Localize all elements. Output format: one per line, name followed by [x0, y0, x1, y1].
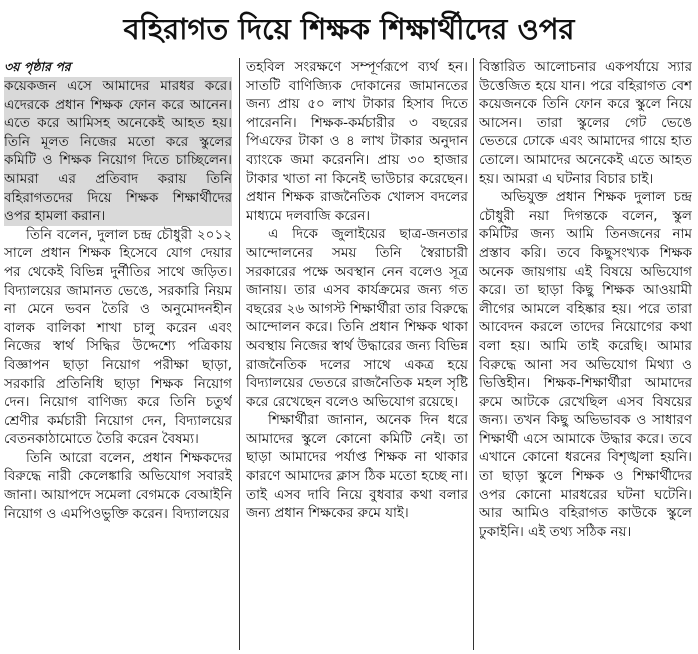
article-column-2	[246, 58, 468, 650]
paragraph: এ দিকে জুলাইয়ের ছাত্র-জনতার আন্দোলনের সময় তিনি স্বৈরাচারী সরকারের পক্ষে অবস্থান নেন বলেও সূত্র জানায়। তার এসব কার্যক্রমের জন্য গত বছরের ২৬ আগস্ট শিক্ষার্থীরা তার বিরুদ্ধে আন্দোলন করে। তিনি প্রধান শিক্ষক থাকা অবস্থায় নিজের স্বার্থ উদ্ধারের জন্য বিভিন্ন রাজনৈতিক দলের সাথে একত্র হয়ে বিদ্যালয়ের ভেতরে রাজনৈতিক মহল সৃষ্টি করে রেখেছেন বলেও অভিযোগ রয়েছে।	[246, 226, 468, 410]
article-column-3	[479, 58, 692, 650]
paragraph: বিস্তারিত আলোচনার একপর্যায়ে স্যার উত্তেজিত হয়ে যান। পরে বহিরাগত বেশ কয়েজনকে তিনি ফোন করে স্কুলে নিয়ে আসেন। তারা স্কুলের গেট ভেঙে ভেতরে ঢোকে এবং আমাদের গায়ে হাত তোলে। আমাদের অনেকেই এতে আহত হয়। আমরা এ ঘটনার বিচার চাই।	[479, 59, 692, 187]
column-divider	[239, 58, 240, 650]
paragraph: কয়েকজন এসে আমাদের মারধর করে। এদেরকে প্রধান শিক্ষক ফোন করে আনেন। এতে করে আমিসহ অনেকেই আহত হয়। তিনি মূলত নিজের মতো করে স্কুলের কমিটি ও শিক্ষক নিয়োগ দিতে চাচ্ছিলেন। আমরা এর প্রতিবাদ করায় তিনি বহিরাগতদের দিয়ে শিক্ষক শিক্ষার্থীদের ওপর হামলা করান।	[4, 78, 232, 225]
paragraph: শিক্ষার্থীরা জানান, অনেক দিন ধরে আমাদের স্কুলে কোনো কমিটি নেই। তা ছাড়া আমাদের পর্যাপ্ত শিক্ষক না থাকার কারণে আমাদের ক্লাস ঠিক মতো হচ্ছে না। তাই এসব দাবি নিয়ে বুধবার কথা বলার জন্য প্রধান শিক্ষকের রুমে যাই।	[246, 412, 468, 522]
article-column-1	[4, 58, 232, 650]
column-divider	[473, 58, 474, 650]
paragraph: তহবিল সংরক্ষণে সম্পূর্ণরূপে ব্যর্থ হন। সাতটি বাণিজ্যিক দোকানের জামানতের জন্য প্রায় ৫০ লাখ টাকার হিসাব দিতে পারেননি। শিক্ষক-কর্মচারীর ৩ বছরের পিএফের টাকা ও ৪ লাখ টাকার অনুদান ব্যাংকে জমা করেননি। প্রায় ৩০ হাজার টাকার খাতা না কিনেই ভাউচার করেছেন। প্রধান শিক্ষক রাজনৈতিক খোলস বদলের মাধ্যমে দলবাজি করেন।	[246, 59, 468, 224]
article-headline: বহিরাগত দিয়ে শিক্ষক শিক্ষার্থীদের ওপর	[123, 12, 575, 46]
continuation-kicker: ৩য় পৃষ্ঠার পর	[4, 59, 71, 74]
paragraph: অভিযুক্ত প্রধান শিক্ষক দুলাল চন্দ্র চৌধুরী নয়া দিগন্তকে বলেন, স্কুল কমিটির জন্য আমি তিনজনের নাম প্রস্তাব করি। তবে কিছুসংখ্যক শিক্ষক অনেক জায়গায় এই বিষয়ে অভিযোগ করে। তা ছাড়া কিছু শিক্ষক আওয়ামী লীগের আমলে বহিষ্কার হয়। পরে তারা আবেদন করলে তাদের নিয়োগের কথা বলা হয়। আমি তাই করেছি। আমার বিরুদ্ধে আনা সব অভিযোগ মিথ্যা ও ভিত্তিহীন। শিক্ষক-শিক্ষার্থীরা আমাদের রুমে আটকে রেখেছিল এসব বিষয়ের জন্য। তখন কিছু অভিভাবক ও সাধারণ শিক্ষার্থী এসে আমাকে উদ্ধার করে। তবে এখানে কোনো ধরনের বিশৃঙ্খলা হয়নি। তা ছাড়া স্কুলে শিক্ষক ও শিক্ষার্থীদের ওপর কোনো মারধরের ঘটনা ঘটেনি। আর আমিও বহিরাগত কাউকে স্কুলে ঢুকাইনি। এই তথ্য সঠিক নয়।	[479, 189, 692, 540]
paragraph: তিনি বলেন, দুলাল চন্দ্র চৌধুরী ২০১২ সালে প্রধান শিক্ষক হিসেবে যোগ দেয়ার পর থেকেই বিভিন্ন দুর্নীতির সাথে জড়িত। বিদ্যালয়ের জামানত ভেঙে, সরকারি নিয়ম না মেনে ভবন তৈরি ও অনুমোদনহীন বালক বালিকা শাখা চালু করেন এবং নিজের স্বার্থ সিদ্ধির উদ্দেশ্যে পত্রিকায় বিজ্ঞাপন ছাড়া নিয়োগ পরীক্ষা ছাড়া, সরকারি প্রতিনিধি ছাড়া শিক্ষক নিয়োগ দেন। নিয়োগ বাণিজ্য করে তিনি চতুর্থ শ্রেণীর কর্মচারী নিয়োগ দেন, বিদ্যালয়ের বেতনকাঠামোতে তৈরি করেন বৈষম্য।	[4, 226, 232, 448]
paragraph: তিনি আরো বলেন, প্রধান শিক্ষকদের বিরুদ্ধে নারী কেলেঙ্কারি অভিযোগ সবারই জানা। আয়াপদে সমেলা বেগমকে বেআইনি নিয়োগ ও এমপিওভুক্তি করেন। বিদ্যালয়ের	[4, 449, 232, 522]
